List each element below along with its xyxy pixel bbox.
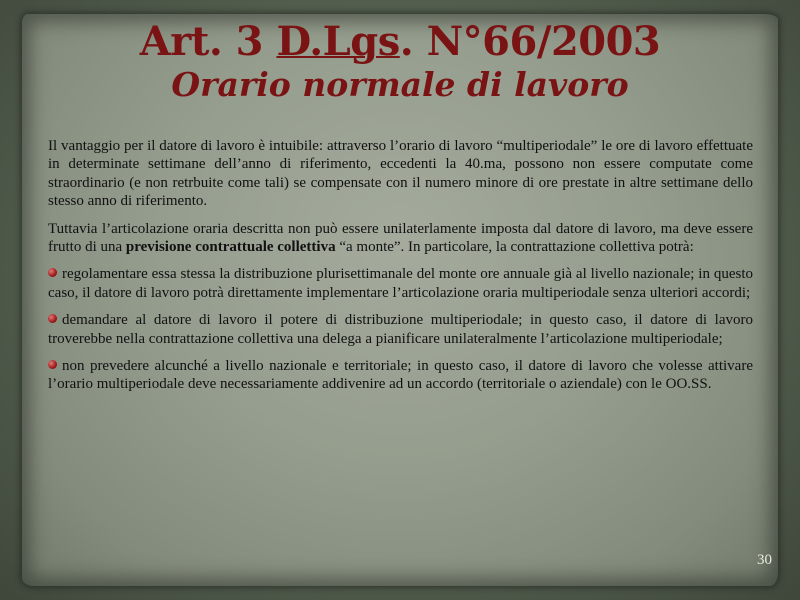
paragraph-2-bold: previsione contrattuale collettiva bbox=[125, 239, 336, 256]
title-underlined: D.Lgs bbox=[276, 18, 400, 65]
slide-body bbox=[48, 137, 753, 403]
title-line-2: Orario normale di lavoro bbox=[171, 65, 629, 104]
red-dot-bullet-icon bbox=[48, 360, 57, 369]
bullet-text-1: regolamentare essa stessa la distribuzione plurisettimanale del monte ore annuale già al livello nazionale; in questo caso, il datore di lavoro potrà direttamente implementare l’articolazione oraria multiperiodale senza ulteriori accordi; bbox=[48, 266, 753, 301]
red-dot-bullet-icon bbox=[48, 314, 57, 323]
title-line-1 bbox=[0, 18, 800, 65]
paragraph-2 bbox=[48, 220, 753, 257]
title-suffix: . N°66/2003 bbox=[399, 18, 661, 65]
paragraph-2-text-b: “a monte”. In particolare, la contrattazione collettiva potrà: bbox=[335, 239, 694, 256]
red-dot-bullet-icon bbox=[48, 268, 57, 277]
bullet-item-2 bbox=[48, 311, 753, 348]
paragraph-1: Il vantaggio per il datore di lavoro è intuibile: attraverso l’orario di lavoro “multiperiodale” le ore di lavoro effettuate in determinate settimane dell’anno di riferimento, eccedenti la 40.ma, possono non essere computate come straordinario (e non retrbuite come tali) se compensate con il numero minore di ore prestate in altre settimane dello stesso anno di riferimento. bbox=[48, 138, 753, 210]
bullet-text-3: non prevedere alcunché a livello nazionale e territoriale; in questo caso, il datore di lavoro che volesse attivare l’orario multiperiodale deve necessariamente addivenire ad un accordo (territoriale o aziendale) con le OO.SS. bbox=[48, 358, 753, 393]
page-number: 30 bbox=[757, 552, 772, 568]
bullet-item-1 bbox=[48, 265, 753, 302]
paragraph-2-text-a: Tuttavia l’articolazione oraria descritta non può essere unilaterlamente imposta dal datore di lavoro, ma deve essere frutto di una bbox=[48, 220, 753, 256]
bullet-text-2: demandare al datore di lavoro il potere di distribuzione multiperiodale; in questo caso, il datore di lavoro troverebbe nella contrattazione collettiva una delega a pianificare unilateralmente l’articolazione multiperiodale; bbox=[48, 312, 753, 347]
title-prefix: Art. 3 bbox=[139, 18, 277, 65]
bullet-item-3 bbox=[48, 357, 753, 394]
slide-title bbox=[0, 18, 800, 104]
